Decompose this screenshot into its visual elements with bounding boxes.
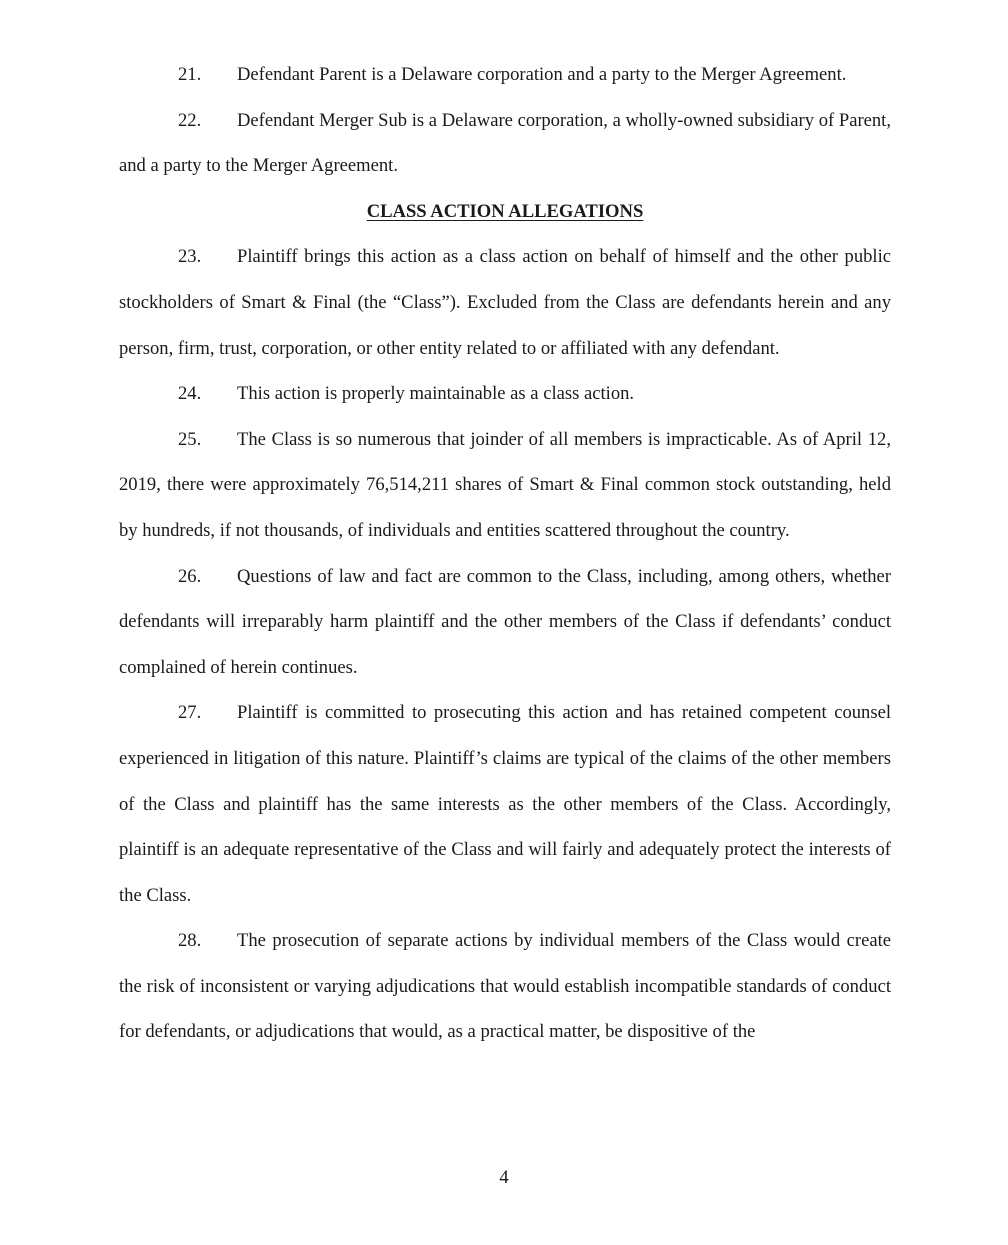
- paragraph-26: [119, 554, 891, 691]
- paragraph-22: [119, 98, 891, 189]
- paragraph-text: Plaintiff is committed to prosecuting this action and has retained competent counsel experienced in litigation of this nature. Plaintiff’s claims are typical of the claims of the other members of the Class and plaintiff has the same interests as the other members of the Class. Accordingly, plaintiff is an adequate representative of the Class and will fairly and adequately protect the interests of the Class.: [119, 702, 891, 906]
- paragraph-number: 23.: [178, 246, 202, 268]
- paragraph-23: [119, 234, 891, 371]
- paragraph-number: 27.: [178, 702, 202, 724]
- paragraph-number: 26.: [178, 565, 202, 587]
- paragraph-21: [119, 52, 891, 98]
- paragraph-27: [119, 690, 891, 918]
- paragraph-number: 24.: [178, 383, 202, 405]
- paragraph-text: Defendant Parent is a Delaware corporation and a party to the Merger Agreement.: [237, 64, 847, 85]
- paragraph-number: 25.: [178, 428, 202, 450]
- paragraph-25: [119, 417, 891, 554]
- paragraph-24: [119, 371, 891, 417]
- paragraph-text: The prosecution of separate actions by individual members of the Class would create the risk of inconsistent or varying adjudications that would establish incompatible standards of conduct for defendants, or adjudications that would, as a practical matter, be dispositive of the: [119, 930, 891, 1043]
- paragraph-text: This action is properly maintainable as a class action.: [237, 383, 635, 405]
- paragraph-28: [119, 918, 891, 1055]
- document-body: [119, 52, 891, 1055]
- page-number: 4: [499, 1167, 509, 1188]
- paragraph-number: 28.: [178, 930, 202, 952]
- paragraph-number: 22.: [178, 109, 202, 131]
- paragraph-text: The Class is so numerous that joinder of all members is impracticable. As of April 12, 2019, there were approximately 76,514,211 shares of Smart & Final common stock outstanding, held by hundreds, if not thousands, of individuals and entities scattered throughout the country.: [119, 428, 891, 541]
- paragraph-number: 21.: [178, 64, 202, 85]
- paragraph-text: Plaintiff brings this action as a class action on behalf of himself and the other public stockholders of Smart & Final (the “Class”). Excluded from the Class are defendants herein and any person, firm, trust, corporation, or other entity related to or affiliated with any defendant.: [119, 246, 891, 359]
- section-heading: CLASS ACTION ALLEGATIONS: [366, 200, 644, 222]
- paragraph-text: Defendant Merger Sub is a Delaware corporation, a wholly-owned subsidiary of Parent, and a party to the Merger Agreement.: [119, 109, 891, 177]
- paragraph-text: Questions of law and fact are common to the Class, including, among others, whether defendants will irreparably harm plaintiff and the other members of the Class if defendants’ conduct complained of herein continues.: [119, 565, 891, 678]
